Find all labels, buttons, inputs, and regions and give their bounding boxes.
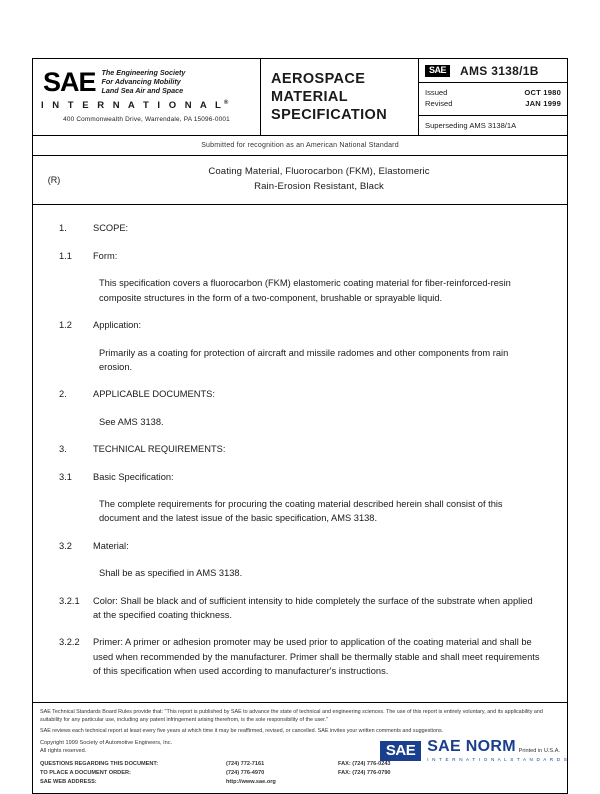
contact-label-questions: QUESTIONS REGARDING THIS DOCUMENT: xyxy=(40,761,159,768)
clause xyxy=(53,539,547,553)
doc-type-line-1: AEROSPACE xyxy=(271,70,366,87)
contact-phone-questions: (724) 772-7161 xyxy=(226,761,265,768)
contact-fax-order: FAX: (724) 776-0790 xyxy=(338,770,391,777)
revision-mark: (R) xyxy=(47,175,61,186)
clause-text: APPLICABLE DOCUMENTS: xyxy=(93,389,215,400)
contact-label-order: TO PLACE A DOCUMENT ORDER: xyxy=(40,770,131,777)
header-organization xyxy=(33,59,261,135)
contact-web-address[interactable]: http://www.sae.org xyxy=(226,779,276,786)
sae-tagline-line-1: The Engineering Society xyxy=(101,68,186,77)
document-identification-block xyxy=(419,59,567,135)
sae-logo: SAE xyxy=(43,67,96,97)
clause-text: Shall be as specified in AMS 3138. xyxy=(99,568,243,579)
clause-number: 1.1 xyxy=(59,250,72,261)
contact-labels xyxy=(40,760,226,787)
contact-values xyxy=(226,760,338,787)
doc-type-line-2: MATERIAL xyxy=(271,88,349,105)
sae-tagline-line-3: Land Sea Air and Space xyxy=(101,86,184,96)
doc-type-line-3: SPECIFICATION xyxy=(271,106,388,123)
revised-value: JAN 1999 xyxy=(525,99,561,109)
clause xyxy=(93,276,547,305)
specification-sheet xyxy=(32,58,568,794)
sae-norm-logo xyxy=(380,739,568,762)
document-title-line-1: Coating Material, Fluorocarbon (FKM), Elastomeric xyxy=(208,165,430,177)
document-title-line-2: Rain-Erosion Resistant, Black xyxy=(254,181,384,193)
issued-label: Issued xyxy=(425,88,448,97)
clause-number: 3.2.1 xyxy=(59,595,80,606)
revised-label: Revised xyxy=(425,99,453,109)
document-type-block xyxy=(261,59,419,135)
clause-number: 3. xyxy=(59,444,67,455)
clause-number: 1. xyxy=(59,223,67,234)
sae-norm-text: SAE NORM xyxy=(427,738,516,755)
clause-number: 3.1 xyxy=(59,471,72,482)
clause xyxy=(53,470,547,484)
submitted-note: Submitted for recognition as an American National Standard xyxy=(33,136,567,156)
sae-tagline-line-2: For Advancing Mobility xyxy=(101,77,181,87)
contact-label-web: SAE WEB ADDRESS: xyxy=(40,779,97,786)
clause-number: 1.2 xyxy=(59,320,72,331)
contact-phone-order: (724) 776-4970 xyxy=(226,770,265,777)
clause xyxy=(93,497,547,526)
sae-address: 400 Commonwealth Drive, Warrendale, PA 15096-0001 xyxy=(63,116,230,124)
copyright-line-2: All rights reserved. xyxy=(40,748,87,755)
clause-number: 2. xyxy=(59,389,67,400)
clause-text: Material: xyxy=(93,540,129,551)
document-title xyxy=(75,156,567,205)
clause-text: Application: xyxy=(93,320,142,331)
sae-norm-badge-icon: SAE xyxy=(380,741,421,761)
document-dates xyxy=(419,83,567,116)
contact-fax-questions: FAX: (724) 776-0243 xyxy=(338,761,391,768)
document-body xyxy=(33,205,567,702)
clause-text: Basic Specification: xyxy=(93,471,174,482)
footer-disclaimer-1: SAE Technical Standards Board Rules provide that: "This report is published by SAE to advance the state of technical and engineering sciences. The use of this report is entirely voluntary, and its applicability and suitability for any particular use, including any patent infringement arising therefrom, is the sole responsibility of the user." xyxy=(40,708,543,723)
clause xyxy=(53,594,547,623)
clause-text: Form: xyxy=(93,250,118,261)
copyright-line-1: Copyright 1999 Society of Automotive Engineers, Inc. xyxy=(40,739,173,746)
sae-norm-subtext: I N T E R N A T I O N A L S T A N D A R D S xyxy=(427,757,568,762)
clause xyxy=(53,249,547,263)
clause-text: See AMS 3138. xyxy=(99,416,164,427)
clause-text: The complete requirements for procuring the coating material described herein shall consist of this document and the latest issue of the basic specification, AMS 3138. xyxy=(99,498,503,524)
sae-badge-icon: SAE xyxy=(425,65,450,77)
clause-text: This specification covers a fluorocarbon (FKM) elastomeric coating material for fiber-reinforced-resin composite structures in the form of a two-component, brushable or sprayable liquid. xyxy=(99,278,511,303)
printed-note: Printed in U.S.A. xyxy=(518,747,560,754)
document-number-row xyxy=(419,59,567,83)
sae-international-wordmark: I N T E R N A T I O N A L® xyxy=(41,100,229,112)
issued-value: OCT 1980 xyxy=(524,88,561,97)
superseding-note: Superseding AMS 3138/1A xyxy=(425,120,517,130)
clause-text: Primer: A primer or adhesion promoter may be used prior to application of the coating material and shall be used when recommended by the manufacturer. Primer shall be thermally stable and shall meet requirements of this specification when used according to manufacturer's instructions. xyxy=(93,637,540,677)
sae-tagline xyxy=(102,67,186,96)
clause-text: Primarily as a coating for protection of aircraft and missile radomes and other components from rain erosion. xyxy=(99,347,509,372)
clause-text: TECHNICAL REQUIREMENTS: xyxy=(93,444,226,455)
clause xyxy=(53,635,547,678)
clause xyxy=(93,346,547,375)
clause xyxy=(53,221,547,235)
contact-fax-values xyxy=(338,760,560,787)
footer-disclaimer-2: SAE reviews each technical report at least every five years at which time it may be reaffirmed, revised, or cancelled. SAE invites your written comments and suggestions. xyxy=(40,728,444,735)
clause-number: 3.2.2 xyxy=(59,637,80,648)
clause-text: SCOPE: xyxy=(93,223,129,234)
clause-text: Color: Shall be black and of sufficient intensity to hide completely the surface of the substrate when applied at the specified coating thickness. xyxy=(93,595,533,620)
clause xyxy=(53,387,547,401)
clause xyxy=(53,318,547,332)
document-number: AMS 3138/1B xyxy=(460,63,539,78)
clause xyxy=(53,442,547,456)
document-header xyxy=(33,59,567,136)
clause-number: 3.2 xyxy=(59,540,72,551)
contact-block xyxy=(40,760,560,787)
title-block xyxy=(33,156,567,206)
clause xyxy=(93,566,547,580)
clause xyxy=(93,415,547,429)
